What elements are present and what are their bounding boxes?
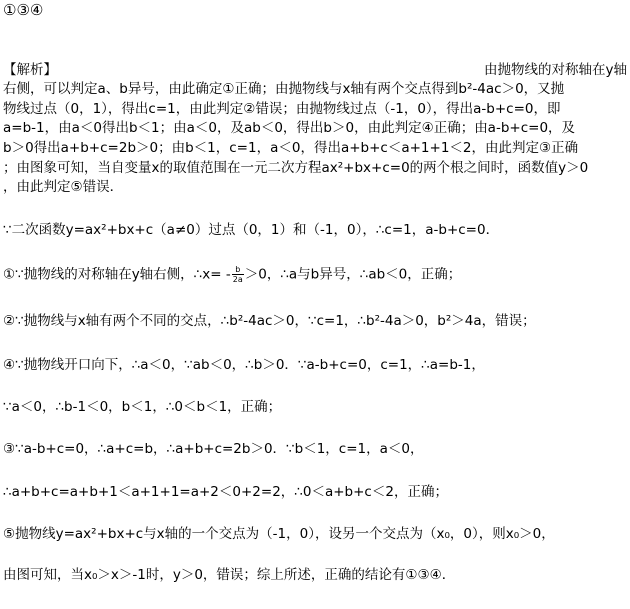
analysis-line-1: 右侧，可以判定a、b异号，由此确定①正确；由抛物线与x轴有两个交点得到b²-4ac＞0，又抛 [3, 81, 565, 97]
solution-statement-4-line-1: ④∵抛物线开口向下，∴a＜0，∵ab＜0，∴b＞0．∵a-b+c=0，c=1，∴a=b-1， [3, 357, 485, 373]
answer-line [3, 2, 43, 19]
fraction-b-over-2a [232, 265, 244, 284]
solution-statement-5-line-2: 由图可知，当x₀＞x＞-1时，y＞0，错误；综上所述，正确的结论有①③④． [3, 567, 456, 583]
fraction-denominator: 2a [232, 275, 243, 284]
analysis-line-2: 物线过点（0，1），得出c=1，由此判定②错误；由抛物线过点（-1，0），得出a-b+c=0，即 [3, 101, 561, 117]
solution-statement-2: ②∵抛物线与x轴有两个不同的交点，∴b²-4ac＞0，∵c=1，∴b²-4a＞0，b²＞4a，错误； [3, 313, 536, 329]
analysis-heading: 【解析】 [3, 62, 57, 78]
analysis-line-6: ，由此判定⑤错误． [3, 179, 124, 195]
solution-statement-3-line-1: ③∵a-b+c=0，∴a+c=b，∴a+b+c=2b＞0．∵b＜1，c=1，a＜0， [3, 441, 424, 457]
solution-statement-4-line-2: ∵a＜0，∴b-1＜0，b＜1，∴0＜b＜1，正确； [3, 399, 282, 415]
solution-statement-1 [3, 265, 461, 284]
analysis-line-3: a=b-1，由a＜0得出b＜1；由a＜0，及ab＜0，得出b＞0，由此判定④正确；由a-b+c=0，及 [3, 120, 576, 136]
analysis-line-4: b＞0得出a+b+c=2b＞0；由b＜1，c=1，a＜0，得出a+b+c＜a+1+1＜2，由此判定③正确 [3, 140, 579, 156]
statement-1-part-a: ①∵抛物线的对称轴在y轴右侧，∴x= - [3, 266, 231, 283]
solution-statement-3-line-2: ∴a+b+c=a+b+1＜a+1+1=a+2＜0+2=2，∴0＜a+b+c＜2，正确； [3, 484, 448, 500]
solution-intro: ∵二次函数y=ax²+bx+c（a≠0）过点（0，1）和（-1，0），∴c=1，a-b+c=0． [3, 222, 500, 238]
analysis-heading-line [3, 62, 627, 79]
fraction-numerator: b [232, 265, 244, 275]
statement-1-part-b: ＞0，∴a与b异号，∴ab＜0，正确； [244, 266, 462, 283]
answer-text: ①③④ [3, 1, 44, 19]
solution-statement-5-line-1: ⑤抛物线y=ax²+bx+c与x轴的一个交点为（-1，0），设另一个交点为（x₀，0），则x₀＞0， [3, 526, 555, 542]
analysis-line-5: ；由图象可知，当自变量x的取值范围在一元二次方程ax²+bx+c=0的两个根之间时，函数值y＞0 [3, 160, 589, 176]
analysis-line-0: 由抛物线的对称轴在y轴 [484, 62, 627, 78]
